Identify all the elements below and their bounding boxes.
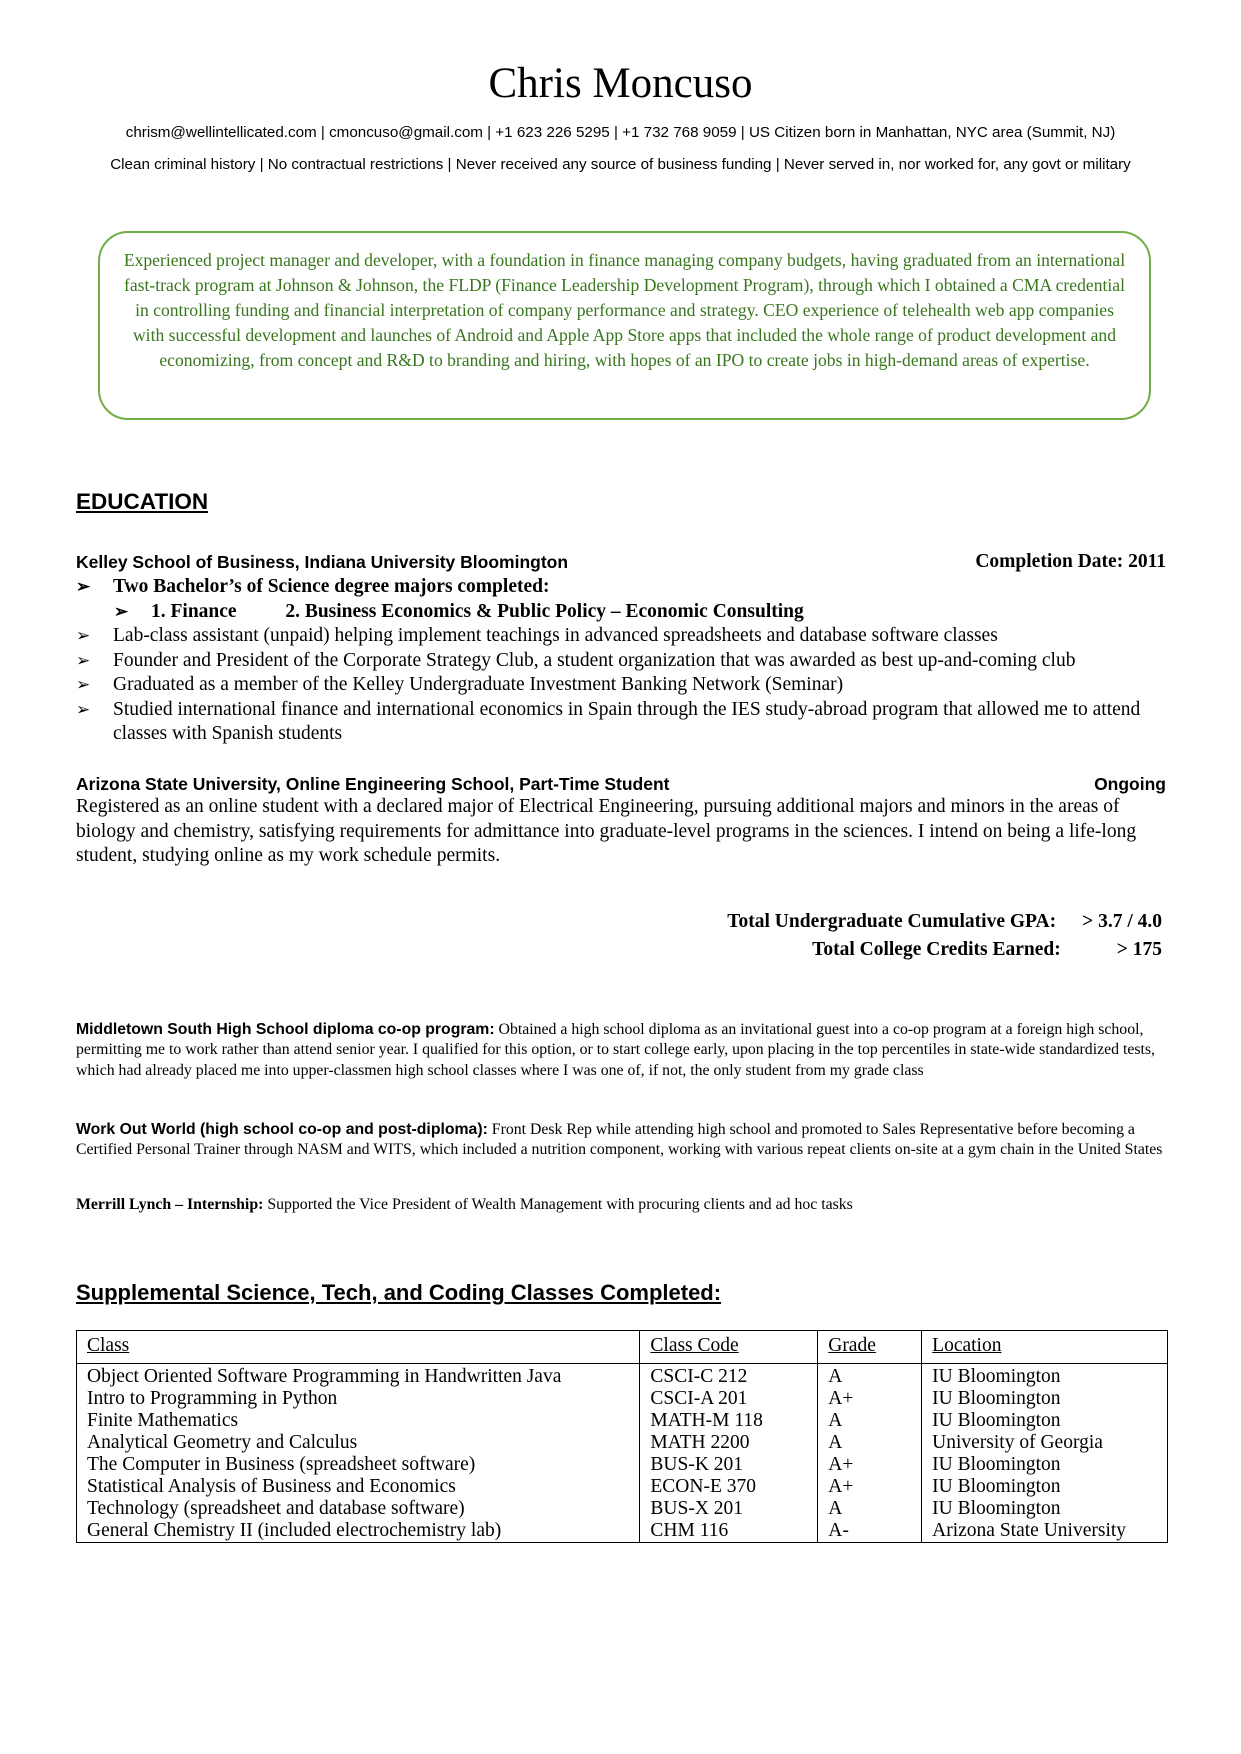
grade-cell: A-	[818, 1520, 922, 1543]
grade-cell: A	[818, 1364, 922, 1389]
grade-cell: A	[818, 1498, 922, 1520]
table-row	[77, 1432, 1168, 1454]
grade-cell: A	[818, 1432, 922, 1454]
grade-cell: A+	[818, 1388, 922, 1410]
school-name: Kelley School of Business, Indiana University Bloomington	[76, 552, 569, 572]
class-cell: Analytical Geometry and Calculus	[77, 1432, 640, 1454]
code-cell: MATH 2200	[640, 1432, 818, 1454]
gpa-row	[727, 911, 1162, 933]
completion-date: Completion Date: 2011	[975, 551, 1166, 572]
code-cell: CHM 116	[640, 1520, 818, 1543]
list-item: ➢ Lab-class assistant (unpaid) helping implement teachings in advanced spreadsheets and database software classes	[76, 624, 1166, 649]
class-cell: Statistical Analysis of Business and Economics	[77, 1476, 640, 1498]
location-cell: IU Bloomington	[922, 1388, 1168, 1410]
table-row	[77, 1476, 1168, 1498]
location-cell: IU Bloomington	[922, 1364, 1168, 1389]
table-header-row	[77, 1331, 1168, 1364]
arrow-bullet-icon: ➢	[76, 675, 91, 694]
class-cell: Technology (spreadsheet and database software)	[77, 1498, 640, 1520]
credits-value: > 175	[1116, 939, 1162, 960]
location-cell: University of Georgia	[922, 1432, 1168, 1454]
location-cell: IU Bloomington	[922, 1454, 1168, 1476]
entry-text: Obtained a high school diploma as an invitational guest into a co-op program at a foreign high school, permitting me to work rather than attend senior year. I qualified for this option, or to start college early, upon placing in the top percentiles in state-wide standardized tests, which had already placed me into upper-classmen high school classes where I was one of, if not, the only student from my grade class	[76, 1021, 1155, 1079]
list-item: ➢ 1. Finance 2. Business Economics & Public Policy – Economic Consulting	[76, 600, 1166, 625]
column-header-code: Class Code	[640, 1331, 818, 1364]
entry-label: Work Out World (high school co-op and post-diploma):	[76, 1121, 488, 1138]
location-cell: IU Bloomington	[922, 1498, 1168, 1520]
location-cell: IU Bloomington	[922, 1476, 1168, 1498]
entry-text: Front Desk Rep while attending high school and promoted to Sales Representative before becoming a Certified Personal Trainer through NASM and WITS, which included a nutrition component, working with various repeat clients on-site at a gym chain in the United States	[76, 1121, 1163, 1159]
contact-line: chrism@wellintellicated.com | cmoncuso@gmail.com | +1 623 226 5295 | +1 732 768 9059 | US Citizen born in Manhattan, NYC area (Summit, NJ)	[125, 124, 1116, 141]
resume-name: Chris Moncuso	[488, 60, 753, 107]
arrow-bullet-icon: ➢	[76, 577, 91, 596]
school-name: Arizona State University, Online Engineering School, Part-Time Student	[76, 774, 670, 794]
column-header-class: Class	[77, 1331, 640, 1364]
credits-label: Total College Credits Earned:	[812, 939, 1061, 960]
table-row	[77, 1364, 1168, 1389]
entry-label: Merrill Lynch – Internship:	[76, 1196, 264, 1213]
supplemental-heading: Supplemental Science, Tech, and Coding Classes Completed:	[76, 1280, 722, 1305]
grade-cell: A+	[818, 1476, 922, 1498]
entry-label: Middletown South High School diploma co-op program:	[76, 1021, 495, 1038]
summary-text: Experienced project manager and developer, with a foundation in finance managing company budgets, having graduated from an international fast-track program at Johnson & Johnson, the FLDP (Finance Leadership Development Program), through which I obtained a CMA credential in controlling funding and financial interpretation of company performance and strategy. CEO experience of telehealth web app companies with successful development and launches of Android and Apple App Store apps that included the whole range of product development and economizing, from concept and R&D to branding and hiring, with hopes of an IPO to create jobs in high-demand areas of expertise.	[123, 250, 1126, 371]
location-cell: Arizona State University	[922, 1520, 1168, 1543]
table-row	[77, 1498, 1168, 1520]
location-cell: IU Bloomington	[922, 1410, 1168, 1432]
code-cell: BUS-K 201	[640, 1454, 818, 1476]
code-cell: BUS-X 201	[640, 1498, 818, 1520]
arrow-bullet-icon: ➢	[114, 601, 129, 621]
class-cell: The Computer in Business (spreadsheet software)	[77, 1454, 640, 1476]
list-item: ➢ Studied international finance and international economics in Spain through the IES study-abroad program that allowed me to attend classes with Spanish students	[76, 698, 1141, 744]
entry-text: Supported the Vice President of Wealth Management with procuring clients and ad hoc tasks	[263, 1196, 853, 1213]
merrill-lynch-entry	[76, 1195, 1166, 1215]
table-row	[77, 1388, 1168, 1410]
column-header-location: Location	[922, 1331, 1168, 1364]
arrow-bullet-icon: ➢	[76, 626, 91, 645]
summary-box	[98, 231, 1151, 420]
code-cell: MATH-M 118	[640, 1410, 818, 1432]
background-line: Clean criminal history | No contractual restrictions | Never received any source of business funding | Never served in, nor worked for, any govt or military	[110, 156, 1131, 173]
credits-row	[812, 939, 1162, 961]
code-cell: CSCI-A 201	[640, 1388, 818, 1410]
gpa-value: > 3.7 / 4.0	[1082, 911, 1162, 932]
code-cell: CSCI-C 212	[640, 1364, 818, 1389]
gpa-label: Total Undergraduate Cumulative GPA:	[727, 911, 1057, 932]
grade-cell: A+	[818, 1454, 922, 1476]
kelley-bullet-list	[76, 575, 1166, 747]
code-cell: ECON-E 370	[640, 1476, 818, 1498]
list-item: ➢ Graduated as a member of the Kelley Undergraduate Investment Banking Network (Seminar)	[76, 673, 1166, 698]
list-item: ➢ Two Bachelor’s of Science degree majors completed:	[76, 575, 1166, 600]
highschool-entry	[76, 1020, 1166, 1081]
grade-cell: A	[818, 1410, 922, 1432]
classes-table	[76, 1330, 1168, 1543]
arrow-bullet-icon: ➢	[76, 650, 91, 670]
table-row	[77, 1410, 1168, 1432]
list-item: ➢ Founder and President of the Corporate Strategy Club, a student organization that was awarded as best up-and-coming club	[76, 649, 1166, 674]
class-cell: General Chemistry II (included electrochemistry lab)	[77, 1520, 640, 1543]
column-header-grade: Grade	[818, 1331, 922, 1364]
class-cell: Finite Mathematics	[77, 1410, 640, 1432]
education-heading: EDUCATION	[76, 489, 209, 514]
asu-description: Registered as an online student with a declared major of Electrical Engineering, pursuing additional majors and minors in the areas of biology and chemistry, satisfying requirements for admittance into graduate-level programs in the sciences. I intend on being a life-long student, studying online as my work schedule permits.	[76, 796, 1137, 866]
table-row	[77, 1454, 1168, 1476]
enrollment-status: Ongoing	[1094, 774, 1166, 794]
class-cell: Intro to Programming in Python	[77, 1388, 640, 1410]
arrow-bullet-icon: ➢	[76, 699, 91, 719]
workoutworld-entry	[76, 1120, 1166, 1161]
table-row	[77, 1520, 1168, 1543]
class-cell: Object Oriented Software Programming in Handwritten Java	[77, 1364, 640, 1389]
